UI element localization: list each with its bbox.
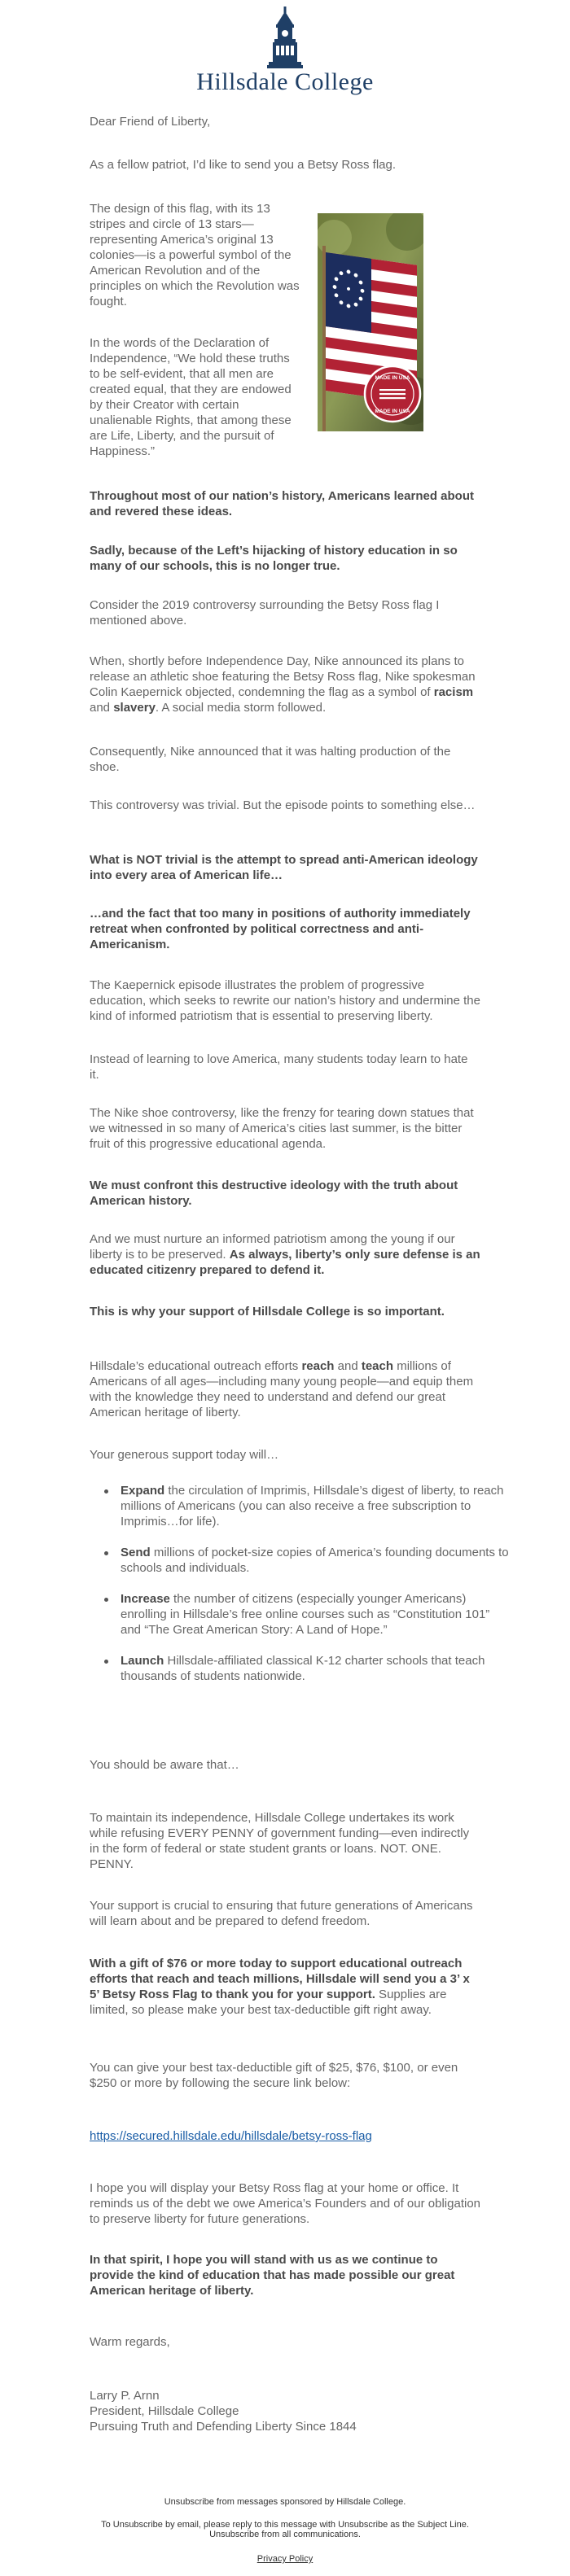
give-paragraph: You can give your best tax-deductible gift of $25, $76, $100, or even $250 or more by following the secure link below: bbox=[90, 2061, 458, 2090]
donation-link-wrapper bbox=[90, 2128, 480, 2144]
nurture-paragraph: And we must nurture an informed patriotism among the young if our liberty is to be preserved. As always, liberty’s only sure defense is an educated citizenry prepared to defend it. bbox=[90, 1232, 480, 1277]
support-list bbox=[90, 1483, 511, 1699]
donation-link[interactable]: https://secured.hillsdale.edu/hillsdale/betsy-ross-flag bbox=[90, 2129, 372, 2143]
independence-paragraph: To maintain its independence, Hillsdale College undertakes its work while refusing EVERY PENNY of government funding—even indirectly in the form of federal or state student grants or loans. NOT. ONE. PENNY. bbox=[90, 1811, 470, 1871]
footer-privacy bbox=[0, 2554, 570, 2564]
list-item: Increase the number of citizens (especially younger Americans) enrolling in Hillsdale’s free online courses such as “Constitution 101” and “The Great American Story: A Land of Hope.” bbox=[121, 1591, 511, 1638]
instead-paragraph: Instead of learning to love America, many students today learn to hate it. bbox=[90, 1052, 468, 1082]
kaepernick-paragraph: The Kaepernick episode illustrates the problem of progressive education, which seeks to rewrite our nation’s history and undermine the kind of informed patriotism that is essential to preserving liberty. bbox=[90, 978, 480, 1023]
crucial-paragraph: Your support is crucial to ensuring that future generations of Americans will learn about and be prepared to defend freedom. bbox=[90, 1899, 473, 1928]
halting-paragraph: Consequently, Nike announced that it was halting production of the shoe. bbox=[90, 745, 451, 774]
signature-name: Larry P. Arnn bbox=[90, 2389, 160, 2403]
badge-bottom-text: MADE IN USA bbox=[375, 409, 410, 414]
support-intro: Your generous support today will… bbox=[90, 1448, 279, 1462]
display-paragraph: I hope you will display your Betsy Ross flag at your home or office. It reminds us of the debt we owe America’s Founders and of our obligation to preserve liberty for future generations. bbox=[90, 2181, 480, 2226]
confront-paragraph: We must confront this destructive ideology with the truth about American history. bbox=[90, 1179, 458, 1208]
design-paragraph: The design of this flag, with its 13 stripes and circle of 13 stars—representing America’s original 13 colonies—is a powerful symbol of the American Revolution and of the principles on which the Revolution was fought. bbox=[90, 202, 300, 308]
privacy-policy-link[interactable]: Privacy Policy bbox=[256, 2554, 314, 2564]
tower-icon bbox=[265, 7, 305, 70]
intro-paragraph: As a fellow patriot, I’d like to send you a Betsy Ross flag. bbox=[90, 158, 397, 172]
signature-tagline: Pursuing Truth and Defending Liberty Since 1844 bbox=[90, 2420, 357, 2434]
retreat-paragraph: …and the fact that too many in positions of authority immediately retreat when confronted by political correctness and anti-Americanism. bbox=[90, 907, 471, 951]
nike-paragraph: When, shortly before Independence Day, Nike announced its plans to release an athletic shoe featuring the Betsy Ross flag, Nike spokesman Colin Kaepernick objected, condemning the flag as a symbol of racism and slavery. A social media storm followed. bbox=[90, 654, 476, 715]
header bbox=[0, 0, 570, 114]
why-paragraph: This is why your support of Hillsdale College is so important. bbox=[90, 1305, 445, 1319]
bullet-icon bbox=[104, 1598, 108, 1602]
footer-email-unsubscribe: To Unsubscribe by email, please reply to this message with Unsubscribe as the Subject Line. Unsubscribe from all communications. bbox=[101, 2520, 469, 2539]
badge-top-text: MADE IN USA bbox=[375, 375, 410, 381]
outreach-paragraph: Hillsdale’s educational outreach efforts reach and teach millions of Americans of all ages—including many young people—and equip them with the knowledge they need to understand and defend our great American heritage of liberty. bbox=[90, 1359, 474, 1419]
footer-unsubscribe: Unsubscribe from messages sponsored by Hillsdale College. bbox=[164, 2497, 406, 2507]
bullet-icon bbox=[104, 1551, 108, 1555]
betsy-ross-flag-image bbox=[318, 213, 423, 431]
regards: Warm regards, bbox=[90, 2335, 170, 2349]
not-trivial-paragraph: What is NOT trivial is the attempt to spread anti-American ideology into every area of American life… bbox=[90, 853, 478, 882]
made-in-usa-badge bbox=[365, 366, 420, 422]
learned-paragraph: Throughout most of our nation’s history, Americans learned about and revered these ideas. bbox=[90, 489, 474, 518]
signature bbox=[90, 2388, 480, 2434]
brand-logo-text: Hillsdale College bbox=[196, 68, 374, 95]
statues-paragraph: The Nike shoe controversy, like the frenzy for tearing down statues that we witnessed in so many of America’s cities last summer, is the bitter fruit of this progressive educational agenda. bbox=[90, 1106, 474, 1151]
signature-title: President, Hillsdale College bbox=[90, 2404, 239, 2418]
aware-paragraph: You should be aware that… bbox=[90, 1758, 239, 1772]
list-item: Send millions of pocket-size copies of America’s founding documents to schools and individuals. bbox=[121, 1545, 511, 1576]
consider-paragraph: Consider the 2019 controversy surrounding the Betsy Ross flag I mentioned above. bbox=[90, 598, 440, 628]
bullet-icon bbox=[104, 1660, 108, 1664]
sadly-paragraph: Sadly, because of the Left’s hijacking of history education in so many of our schools, this is no longer true. bbox=[90, 544, 458, 573]
trivial-paragraph: This controversy was trivial. But the episode points to something else… bbox=[90, 798, 476, 812]
list-item: Expand the circulation of Imprimis, Hillsdale’s digest of liberty, to reach millions of Americans (you can also receive a free subscription to Imprimis…for life). bbox=[121, 1483, 511, 1529]
gift-paragraph: With a gift of $76 or more today to support educational outreach efforts that reach and teach millions, Hillsdale will send you a 3’ x 5’ Betsy Ross Flag to thank you for your support. Supplies are limited, so please make your best tax-deductible gift right away. bbox=[90, 1957, 470, 2017]
declaration-paragraph: In the words of the Declaration of Independence, “We hold these truths to be self-evident, that all men are created equal, that they are endowed by their Creator with certain unalienable Rights, that among these are Life, Liberty, and the pursuit of Happiness.” bbox=[90, 336, 292, 458]
spirit-paragraph: In that spirit, I hope you will stand with us as we continue to provide the kind of education that has made possible our great American heritage of liberty. bbox=[90, 2253, 455, 2298]
bullet-icon bbox=[104, 1489, 108, 1494]
greeting: Dear Friend of Liberty, bbox=[90, 115, 211, 129]
list-item: Launch Hillsdale-affiliated classical K-12 charter schools that teach thousands of students nationwide. bbox=[121, 1653, 511, 1684]
